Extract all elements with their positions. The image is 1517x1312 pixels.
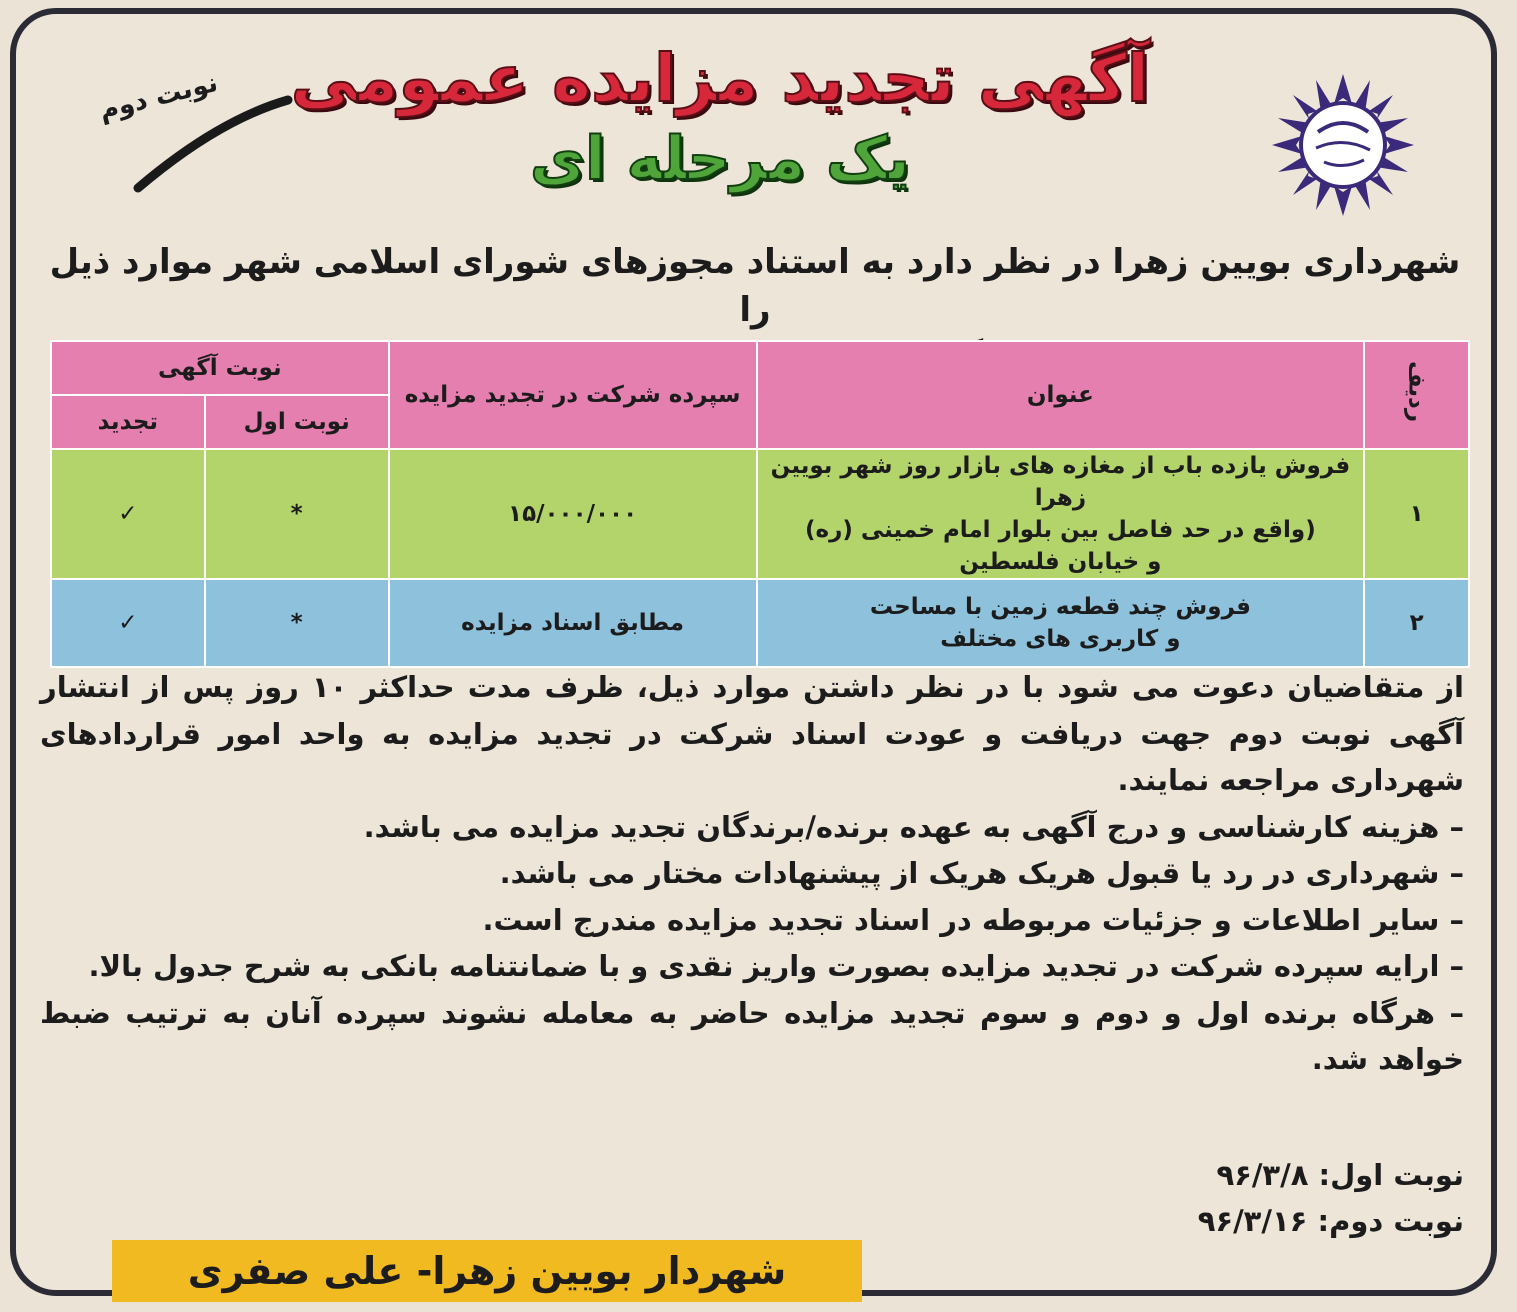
- row-title-line: و خیابان فلسطین: [959, 549, 1162, 575]
- header-renewal: تجدید: [51, 395, 205, 449]
- row-first-round-mark: *: [205, 449, 389, 579]
- headline-title: آگهی تجدید مزایده عمومی: [290, 40, 1150, 117]
- row-title-line: و کاربری های مختلف: [940, 626, 1181, 652]
- row-title: [757, 579, 1365, 667]
- terms-item: – هرگاه برنده اول و دوم و سوم تجدید مزایده حاضر به معامله نشوند سپرده آنان به ترتیب ضبط خواهد شد.: [40, 995, 1464, 1076]
- terms-paragraph: از متقاضیان دعوت می شود با در نظر داشتن موارد ذیل، ظرف مدت حداکثر ۱۰ روز پس از انتشار آگهی نوبت دوم جهت دریافت و عودت اسناد شرکت در تجدید مزایده به واحد امور قراردادهای شهرداری مراجعه نمایند.: [40, 670, 1464, 797]
- headline-subtitle: یک مرحله ای: [530, 124, 910, 194]
- row-first-round-mark: *: [205, 579, 389, 667]
- edition-label: نوبت دوم: [96, 67, 221, 127]
- row-renewal-check-icon: ✓: [51, 579, 205, 667]
- municipality-flower-logo-icon: [1268, 70, 1418, 220]
- intro-line-1: شهرداری بویین زهرا در نظر دارد به استناد مجوزهای شورای اسلامی شهر موارد ذیل را: [49, 242, 1461, 330]
- publication-dates: [1030, 1152, 1464, 1244]
- header-index: ردیف: [1364, 341, 1469, 449]
- row-renewal-check-icon: ✓: [51, 449, 205, 579]
- row-index: ۲: [1364, 579, 1469, 667]
- row-title-line: (واقع در حد فاصل بین بلوار امام خمینی (ره): [805, 517, 1316, 543]
- first-publication-date: نوبت اول: ۹۶/۳/۸: [1216, 1158, 1464, 1192]
- terms-item: – هزینه کارشناسی و درج آگهی به عهده برنده/برندگان تجدید مزایده می باشد.: [363, 809, 1464, 844]
- terms-item: – شهرداری در رد یا قبول هریک هریک از پیشنهادات مختار می باشد.: [499, 856, 1464, 890]
- row-title: [757, 449, 1365, 579]
- header-deposit: سپرده شرکت در تجدید مزایده: [389, 341, 757, 449]
- table-row: [51, 579, 1469, 667]
- row-deposit: مطابق اسناد مزایده: [389, 579, 757, 667]
- table-row: [51, 449, 1469, 579]
- terms-item: – ارایه سپرده شرکت در تجدید مزایده بصورت واریز نقدی و با ضمانتنامه بانکی به شرح جدول بالا.: [88, 949, 1464, 983]
- header-first-round: نوبت اول: [205, 395, 389, 449]
- terms-item: – سایر اطلاعات و جزئیات مربوطه در اسناد تجدید مزایده مندرج است.: [482, 902, 1464, 937]
- row-title-line: فروش چند قطعه زمین با مساحت: [869, 594, 1251, 620]
- terms-section: [40, 664, 1464, 1083]
- second-publication-date: نوبت دوم: ۹۶/۳/۱۶: [1197, 1204, 1464, 1238]
- row-index: ۱: [1364, 449, 1469, 579]
- header-notice-round: نوبت آگهی: [51, 341, 389, 395]
- notice-headline: [250, 38, 1190, 198]
- header-title: عنوان: [757, 341, 1365, 449]
- row-title-line: فروش یازده باب از مغازه های بازار روز شهر بویین زهرا: [770, 453, 1351, 511]
- mayor-signature: شهردار بویین زهرا- علی صفری: [112, 1240, 862, 1302]
- auction-table: [50, 340, 1470, 668]
- row-deposit: ۱۵/۰۰۰/۰۰۰: [389, 449, 757, 579]
